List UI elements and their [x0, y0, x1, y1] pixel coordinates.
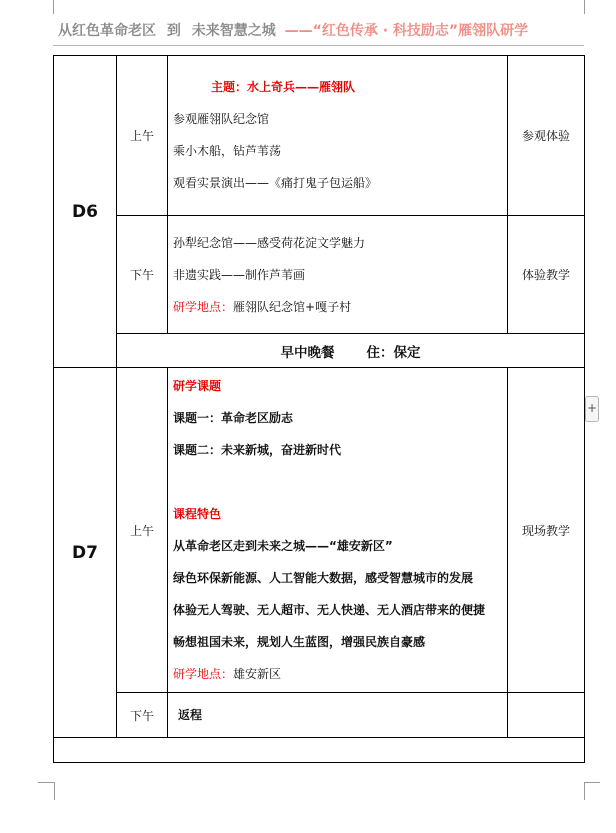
d6-am-label: 上午: [129, 129, 154, 143]
empty-row: [54, 738, 585, 763]
d6-pm-period: [117, 216, 168, 334]
crop-mark-bottom-left-h: [38, 782, 54, 783]
location-label: 研学地点：: [173, 667, 234, 681]
d7-pm-note: [508, 693, 585, 738]
d7-feature: 从革命老区走到未来之城——“雄安新区”: [173, 539, 393, 553]
d6-pm-note: [508, 216, 585, 334]
header-part3: 未来智慧之城: [191, 23, 276, 39]
d6-pm-location: [173, 299, 502, 315]
d6-theme: 主题：水上奇兵——雁翎队: [211, 80, 356, 94]
d6-pm-label: 下午: [129, 268, 154, 282]
d6-pm-item: 孙犁纪念馆——感受荷花淀文学魅力: [173, 235, 366, 250]
header-part2: 到: [166, 23, 181, 39]
d6-am-item: 乘小木船，钻芦苇荡: [173, 144, 282, 158]
crop-mark-top-left-v: [53, 0, 54, 14]
d7-topic: 课题二：未来新城，奋进新时代: [173, 443, 342, 457]
header-part1: 从红色革命老区: [58, 23, 156, 39]
d7-am-label: 上午: [129, 523, 154, 538]
d7-features-title: 课程特色: [173, 507, 222, 521]
d7-feature: 畅想祖国未来，规划人生蓝图，增强民族自豪感: [173, 635, 426, 649]
d6-am-item: 观看实景演出——《痛打鬼子包运船》: [173, 176, 378, 190]
location-value: 雁翎队纪念馆+嘎子村: [233, 299, 352, 314]
d7-am-note-text: 现场教学: [521, 523, 570, 538]
d7-feature: 体验无人驾驶、无人超市、无人快递、无人酒店带来的便捷: [173, 603, 486, 617]
d7-am-content: [168, 368, 508, 693]
d7-pm-text: 返程: [178, 708, 203, 722]
d7-am-note: [508, 368, 585, 693]
day-d7-label: D7: [72, 542, 98, 563]
d7-pm-content: [168, 693, 508, 738]
crop-mark-top-right-v: [584, 0, 585, 14]
header-part4: ——“红色传承 · 科技励志”雁翎队研学: [284, 23, 529, 39]
d7-pm-period: [117, 693, 168, 738]
page-header: [58, 20, 558, 44]
d6-am-note: [508, 56, 585, 216]
d6-pm-item: 非遗实践——制作芦苇画: [173, 267, 306, 282]
day-d6-label: D6: [72, 201, 98, 222]
itinerary-table: [53, 55, 585, 763]
d7-am-period: [117, 368, 168, 693]
day-d7-cell: [54, 368, 117, 738]
meal-info: 早中晚餐: [280, 344, 335, 361]
crop-mark-bottom-right-v: [584, 782, 585, 800]
d6-am-item: 参观雁翎队纪念馆: [173, 112, 270, 126]
d6-pm-content: [168, 216, 508, 334]
header-rule: [53, 45, 584, 46]
d7-topic: 课题一：革命老区励志: [173, 411, 294, 425]
day-d6-cell: [54, 56, 117, 368]
d7-topics-title: 研学课题: [173, 379, 222, 393]
crop-mark-bottom-left-v: [54, 782, 55, 800]
d6-am-content: [168, 56, 508, 216]
stay-info: 住：保定: [366, 344, 421, 361]
d6-am-period: [117, 56, 168, 216]
d7-feature: 绿色环保新能源、人工智能大数据，感受智慧城市的发展: [173, 571, 474, 585]
d6-meal-row: [117, 334, 585, 368]
d7-location: [173, 666, 502, 682]
location-value: 雄安新区: [233, 667, 282, 681]
d6-am-note-text: 参观体验: [521, 129, 570, 143]
crop-mark-bottom-right-h: [584, 782, 600, 783]
d7-pm-label: 下午: [129, 708, 154, 723]
location-label: 研学地点：: [173, 299, 234, 314]
side-expand-button[interactable]: +: [585, 396, 599, 422]
d6-pm-note-text: 体验教学: [521, 268, 570, 282]
